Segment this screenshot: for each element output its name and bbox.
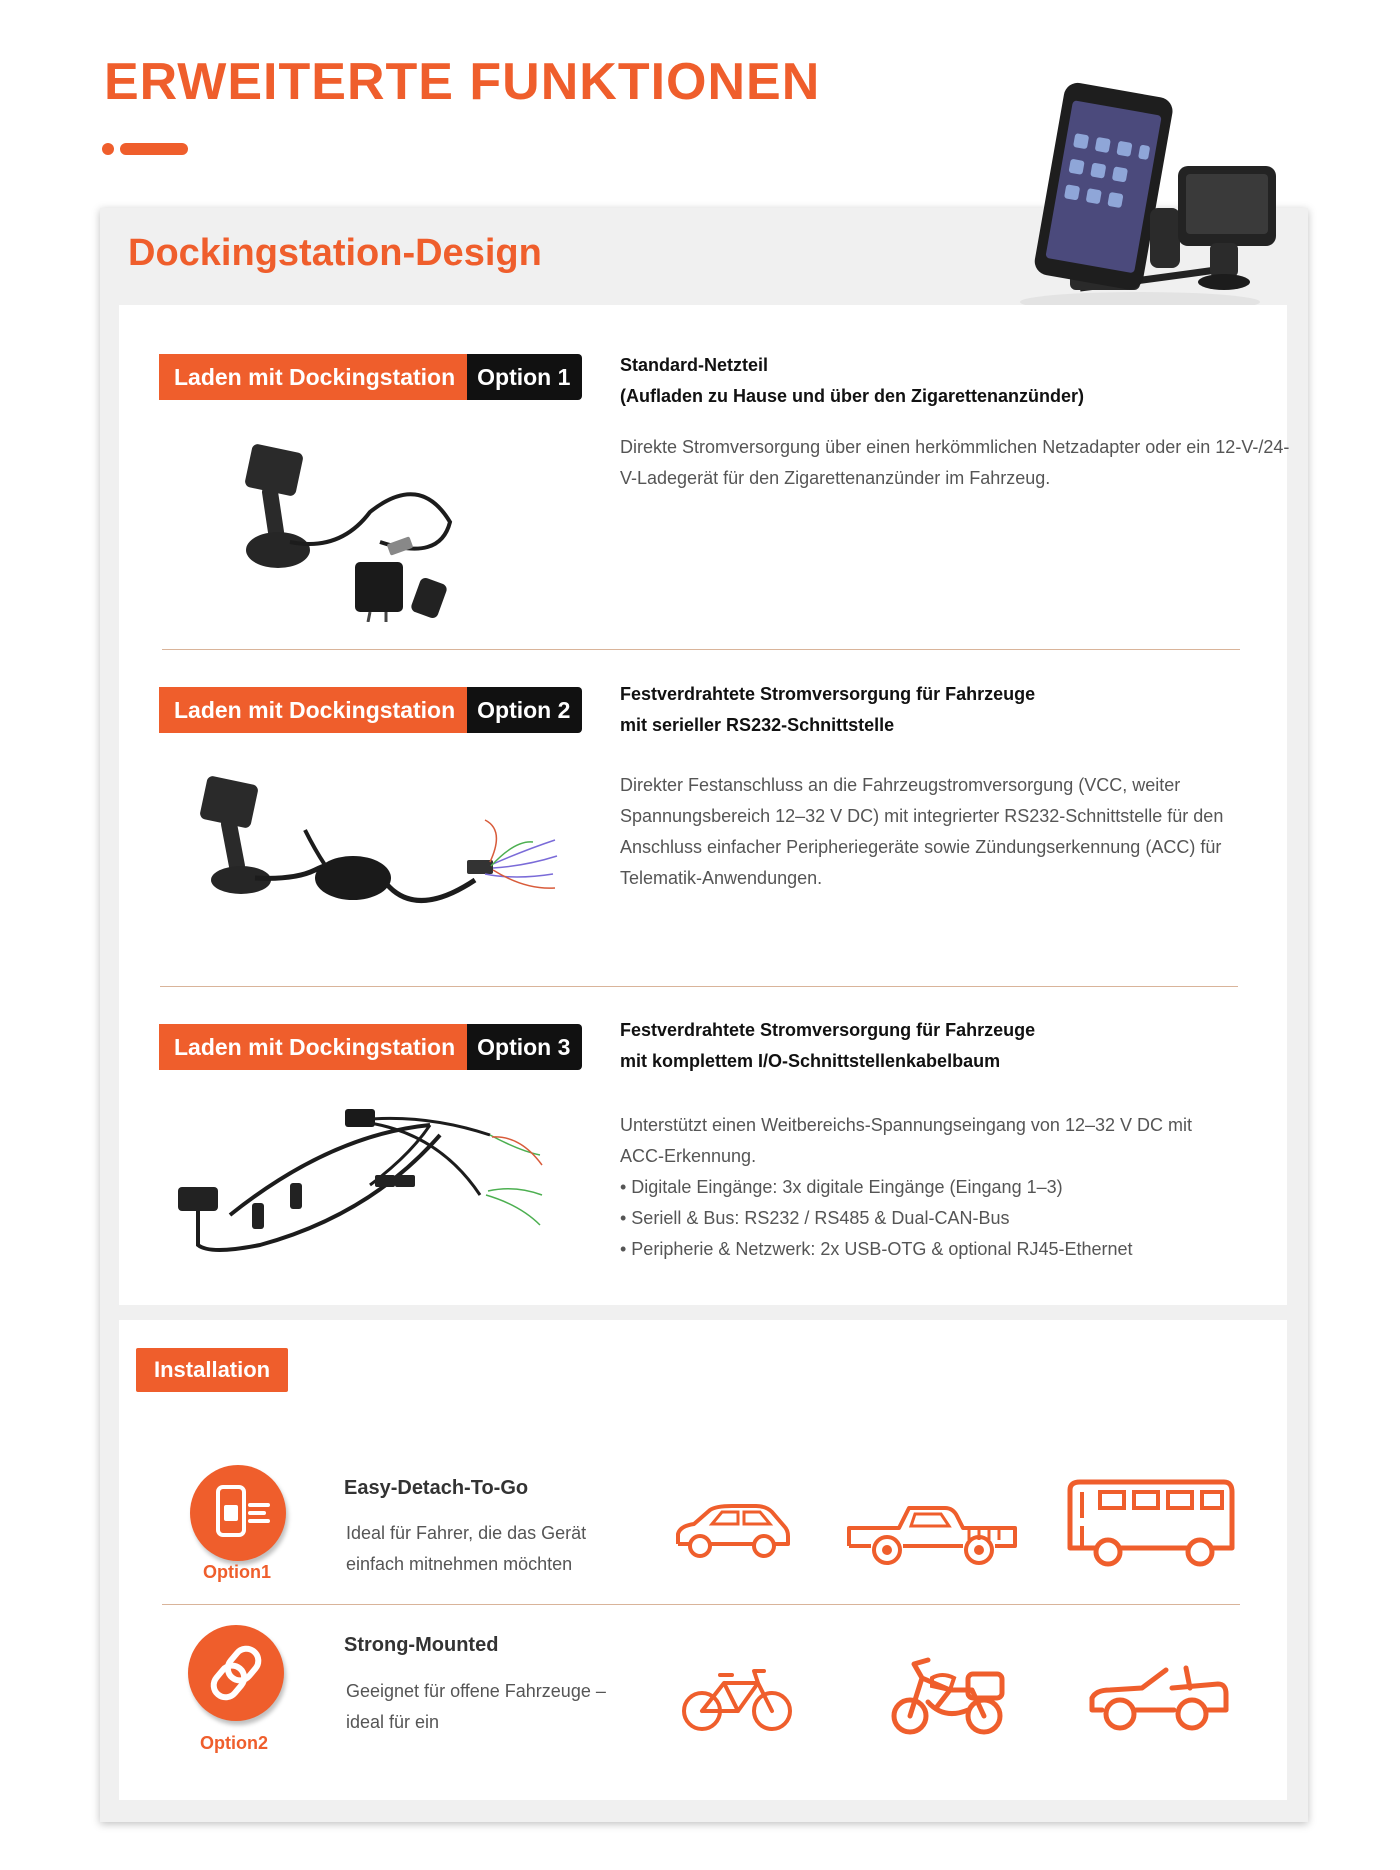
option-3-tag bbox=[159, 1024, 582, 1070]
option-1-heading: Standard-Netzteil (Aufladen zu Hause und über den Zigarettenanzünder) bbox=[620, 355, 1085, 406]
car-icon bbox=[672, 1500, 792, 1564]
option-1-tag bbox=[159, 354, 582, 400]
installation-tag: Installation bbox=[136, 1348, 288, 1392]
section-title: Dockingstation-Design bbox=[128, 232, 542, 274]
device-with-dock-image bbox=[1010, 78, 1300, 318]
convertible-icon bbox=[1086, 1660, 1231, 1736]
option-1-tag-number: Option 1 bbox=[467, 354, 582, 400]
installation-divider bbox=[162, 1604, 1240, 1605]
option-2-heading: Festverdrahtete Stromversorgung für Fahrzeuge mit serieller RS232-Schnittstelle bbox=[620, 684, 1036, 735]
installation-option-1-title: Easy-Detach-To-Go bbox=[344, 1477, 529, 1499]
installation-option-2-description: Geeignet für offene Fahrzeuge – ideal für ein bbox=[346, 1681, 606, 1732]
option-3-tag-label: Laden mit Dockingstation bbox=[159, 1024, 467, 1070]
option-2-tag-label: Laden mit Dockingstation bbox=[159, 687, 467, 733]
option-3-tag-number: Option 3 bbox=[467, 1024, 582, 1070]
motorcycle-icon bbox=[888, 1650, 1008, 1740]
installation-option-1-label: Option1 bbox=[203, 1562, 271, 1582]
option-2-tag-number: Option 2 bbox=[467, 687, 582, 733]
hardwired-kit-image bbox=[185, 770, 565, 930]
option-divider bbox=[162, 649, 1240, 650]
bicycle-icon bbox=[680, 1665, 795, 1735]
pickup-truck-icon bbox=[845, 1500, 1020, 1570]
bus-icon bbox=[1064, 1478, 1236, 1570]
phone-detach-icon bbox=[190, 1465, 286, 1561]
option-1-tag-label: Laden mit Dockingstation bbox=[159, 354, 467, 400]
option-2-tag bbox=[159, 687, 582, 733]
chain-link-icon bbox=[188, 1625, 284, 1721]
option-3-description: Unterstützt einen Weitbereichs-Spannungseingang von 12–32 V DC mit ACC-Erkennung. • Digitale Eingänge: 3x digitale Eingänge (Eingang 1–3) • Seriell & Bus: RS232 / RS485 & Dual-CAN-Bus • Peripherie & Netzwerk: 2x USB-OTG & optional RJ45-Ethernet bbox=[620, 1115, 1193, 1259]
option-1-description: Direkte Stromversorgung über einen herkömmlichen Netzadapter oder ein 12-V-/24-V-Ladegerät für den Zigarettenanzünder im Fahrzeug. bbox=[620, 437, 1290, 488]
installation-option-1-description: Ideal für Fahrer, die das Gerät einfach mitnehmen möchten bbox=[346, 1523, 587, 1574]
charger-kit-image bbox=[220, 432, 480, 622]
installation-option-2-title: Strong-Mounted bbox=[344, 1634, 499, 1656]
page-title: ERWEITERTE FUNKTIONEN bbox=[104, 53, 821, 111]
option-3-heading: Festverdrahtete Stromversorgung für Fahrzeuge mit komplettem I/O-Schnittstellenkabelbaum bbox=[620, 1020, 1036, 1071]
io-harness-image bbox=[170, 1095, 550, 1270]
option-2-description: Direkter Festanschluss an die Fahrzeugstromversorgung (VCC, weiter Spannungsbereich 12–32 V DC) mit integrierter RS232-Schnittstelle für den Anschluss einfacher Peripheriegeräte sowie Zündungserkennung (ACC) für Telematik-Anwendungen. bbox=[620, 775, 1224, 888]
option-divider bbox=[160, 986, 1238, 987]
installation-option-2-label: Option2 bbox=[200, 1733, 268, 1753]
